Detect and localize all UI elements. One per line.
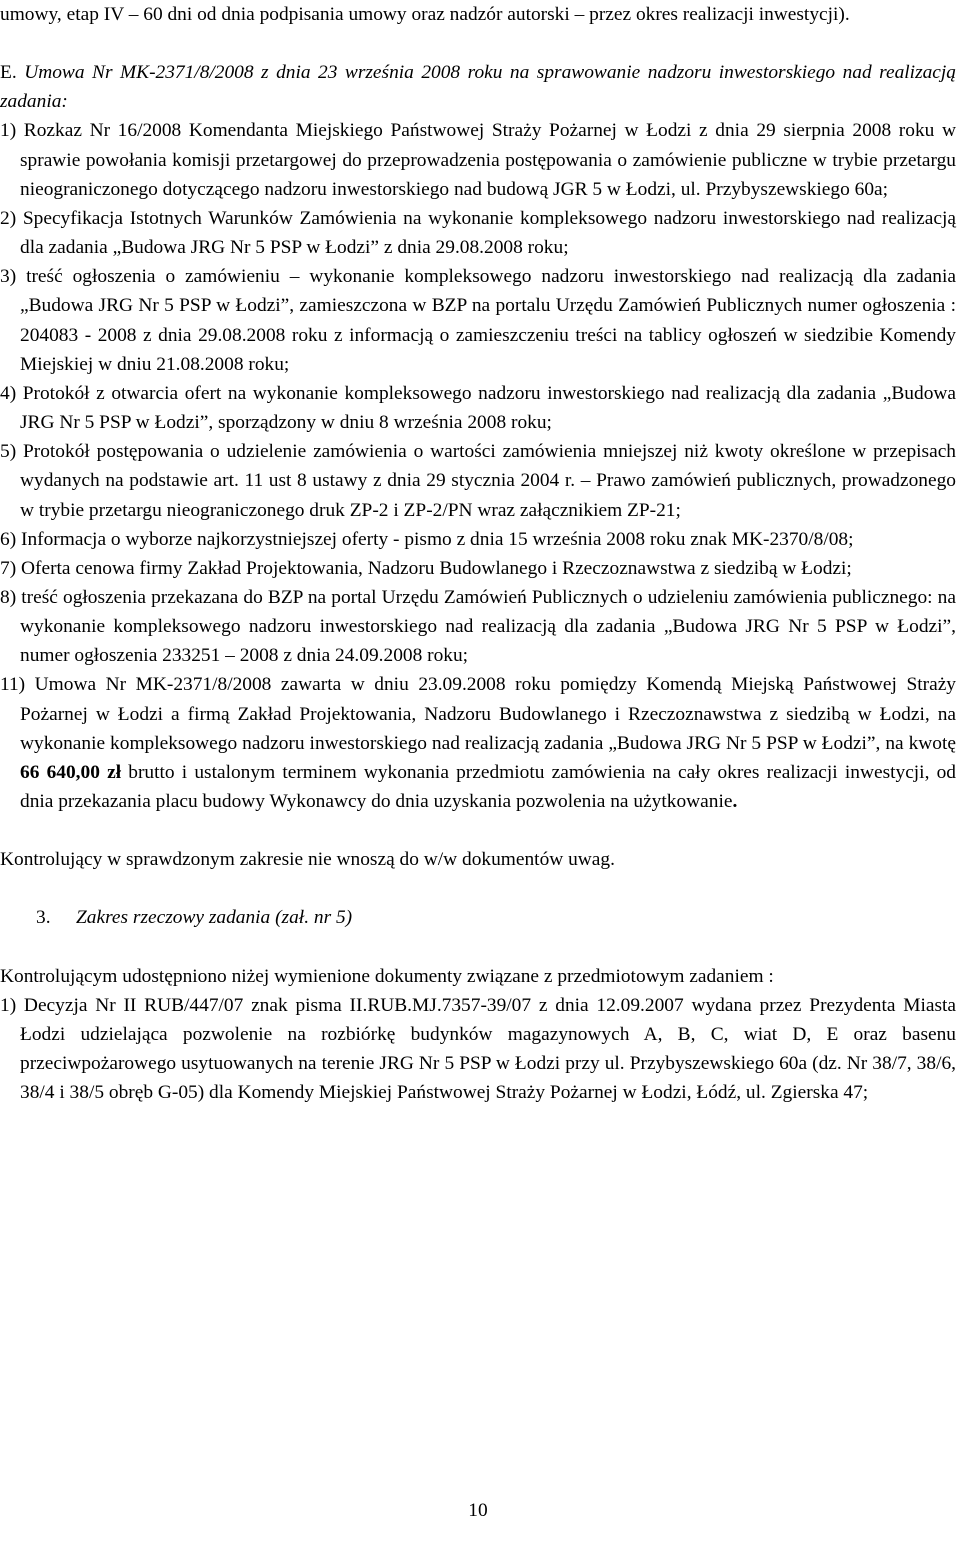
continuation-paragraph: umowy, etap IV – 60 dni od dnia podpisania umowy oraz nadzór autorski – przez okres realizacji inwestycji). (0, 4, 850, 25)
contract-text: 11) Umowa Nr MK-2371/8/2008 zawarta w dniu 23.09.2008 roku pomiędzy Komendą Miejską Państwowej Straży Pożarnej w Łodzi a firmą Zakład Projektowania, Nadzoru Budowlanego i Rzeczoznawstwa z siedzibą w Łodzi, na wykonanie kompleksowego nadzoru inwestorskiego nad realizacją zadania „Budowa JRG Nr 5 PSP w Łodzi”, na kwotę (0, 674, 956, 754)
spacer (0, 933, 956, 962)
list-item: 6) Informacja o wyborze najkorzystniejszej oferty - pismo z dnia 15 września 2008 roku znak MK-2370/8/08; (0, 528, 854, 550)
section-e-heading (0, 58, 956, 116)
conclusion-text: Kontrolujący w sprawdzonym zakresie nie wnoszą do w/w dokumentów uwag. (0, 849, 615, 871)
contract-end: . (732, 791, 738, 813)
intro-paragraph: Kontrolującym udostępniono niżej wymienione dokumenty związane z przedmiotowym zadaniem : (0, 965, 774, 987)
spacer (0, 874, 956, 903)
list-item-decision: 1) Decyzja Nr II RUB/447/07 znak pisma II.RUB.MJ.7357-39/07 z dnia 12.09.2007 wydana przez Prezydenta Miasta Łodzi udzielająca pozwolenie na rozbiórkę budynków magazynowych A, B, C, wiat D, E oraz basenu przeciwpożarowego usytuowanych na terenie JRG Nr 5 PSP w Łodzi przy ul. Przybyszewskiego 60a (dz. Nr 38/7, 38/6, 38/4 i 38/5 obręb G-05) dla Komendy Miejskiej Państwowej Straży Pożarnej w Łodzi, Łódź, ul. Zgierska 47; (0, 994, 956, 1104)
spacer (0, 816, 956, 845)
section-e-marker: E. (0, 62, 17, 84)
list-item: 2) Specyfikacja Istotnych Warunków Zamówienia na wykonanie kompleksowego nadzoru inwestorskiego nad realizacją dla zadania „Budowa JRG Nr 5 PSP w Łodzi” z dnia 29.08.2008 roku; (0, 207, 956, 259)
list-item: 4) Protokół z otwarcia ofert na wykonanie kompleksowego nadzoru inwestorskiego nad realizacją dla zadania „Budowa JRG Nr 5 PSP w Łodzi”, sporządzony w dniu 8 września 2008 roku; (0, 382, 956, 434)
list-item: 1) Rozkaz Nr 16/2008 Komendanta Miejskiego Państwowej Straży Pożarnej w Łodzi z dnia 29 sierpnia 2008 roku w sprawie powołania komisji przetargowej do przeprowadzenia postępowania o zamówienie publiczne w trybie przetargu nieograniczonego dotyczącego nadzoru inwestorskiego nad budową JGR 5 w Łodzi, ul. Przybyszewskiego 60a; (0, 120, 956, 200)
contract-text-rest: brutto i ustalonym terminem wykonania przedmiotu zamówienia na cały okres realizacji inwestycji, od dnia przekazania placu budowy Wykonawcy do dnia uzyskania pozwolenia na użytkowanie (20, 761, 957, 813)
list-item: 3) treść ogłoszenia o zamówieniu – wykonanie kompleksowego nadzoru inwestorskiego nad realizacją dla zadania „Budowa JRG Nr 5 PSP w Łodzi”, zamieszczona w BZP na portalu Urzędu Zamówień Publicznych numer ogłoszenia : 204083 - 2008 z dnia 29.08.2008 roku z informacją o zamieszczeniu treści na tablicy ogłoszeń w siedzibie Komendy Miejskiej w dniu 21.08.2008 roku; (0, 266, 956, 375)
list-item: 7) Oferta cenowa firmy Zakład Projektowania, Nadzoru Budowlanego i Rzeczoznawstwa z siedzibą w Łodzi; (0, 557, 852, 579)
list-item-contract (0, 670, 956, 816)
section-e-title: Umowa Nr MK-2371/8/2008 z dnia 23 września 2008 roku na sprawowanie nadzoru inwestorskiego nad realizacją zadania: (0, 62, 956, 113)
page-number: 10 (468, 1500, 488, 1521)
spacer (0, 29, 956, 58)
section-3-title: Zakres rzeczowy zadania (zał. nr 5) (76, 907, 353, 929)
contract-amount: 66 640,00 zł (20, 761, 122, 783)
section-3-number: 3. (36, 907, 51, 929)
list-item: 5) Protokół postępowania o udzielenie zamówienia o wartości zamówienia mniejszej niż kwoty określone w przepisach wydanych na podstawie art. 11 ust 8 ustawy z dnia 29 stycznia 2004 r. – Prawo zamówień publicznych, prowadzonego w trybie przetargu nieograniczonego druk ZP-2 i ZP-2/PN wraz załącznikiem ZP-21; (0, 441, 956, 521)
list-item: 8) treść ogłoszenia przekazana do BZP na portal Urzędu Zamówień Publicznych o udzieleniu zamówienia publicznego: na wykonanie kompleksowego nadzoru inwestorskiego nad realizacją dla zadania „Budowa JRG Nr 5 PSP w Łodzi”, numer ogłoszenia 233251 – 2008 z dnia 24.09.2008 roku; (0, 586, 956, 667)
section-3-heading (0, 903, 956, 932)
